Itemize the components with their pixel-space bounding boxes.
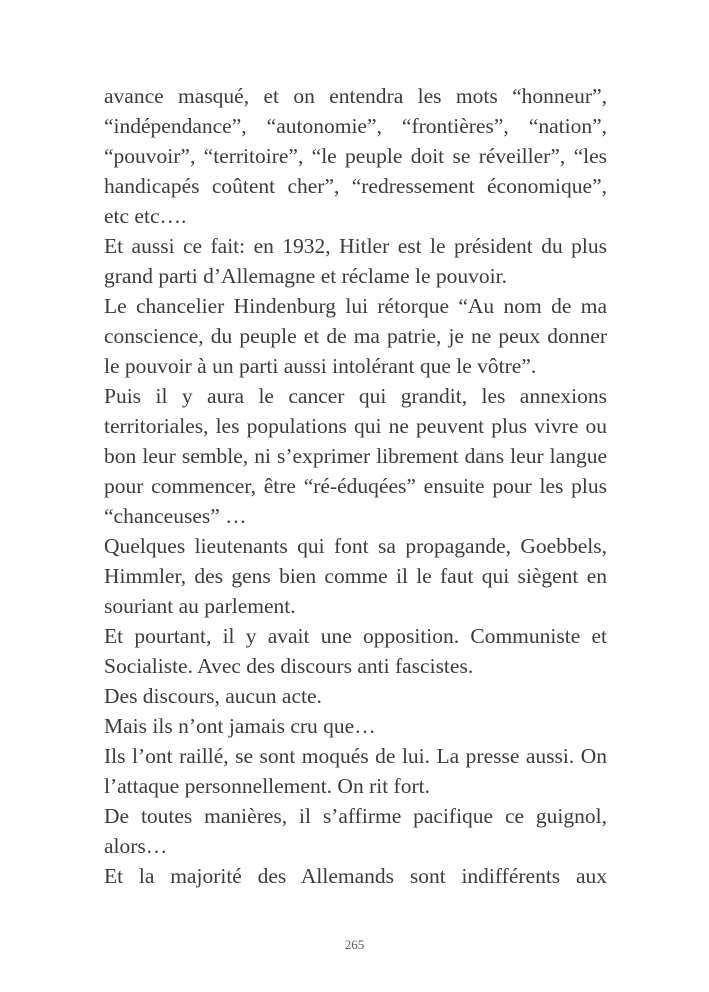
- paragraph: Et aussi ce fait: en 1932, Hitler est le président du plus grand parti d’Allemagne et réclame le pouvoir.: [104, 234, 607, 288]
- paragraph: De toutes manières, il s’affirme pacifique ce guignol, alors…: [104, 804, 607, 858]
- page-number: 265: [344, 937, 365, 952]
- paragraph-continues-next-page: Et la majorité des Allemands sont indifférents aux: [104, 864, 607, 888]
- paragraph: Quelques lieutenants qui font sa propagande, Goebbels, Himmler, des gens bien comme il le faut qui siègent en souriant au parlement.: [104, 534, 607, 618]
- paragraph: Mais ils n’ont jamais cru que…: [104, 714, 376, 738]
- paragraph: Ils l’ont raillé, se sont moqués de lui. La presse aussi. On l’attaque personnellement. On rit fort.: [104, 744, 607, 798]
- paragraph: Des discours, aucun acte.: [104, 684, 322, 708]
- paragraph: Le chancelier Hindenburg lui rétorque “Au nom de ma conscience, du peuple et de ma patrie, je ne peux donner le pouvoir à un parti aussi intolérant que le vôtre”.: [104, 294, 607, 378]
- paragraph: Et pourtant, il y avait une opposition. Communiste et Socialiste. Avec des discours anti fascistes.: [104, 624, 607, 678]
- page-text: [104, 81, 607, 891]
- paragraph: Puis il y aura le cancer qui grandit, les annexions territoriales, les populations qui ne peuvent plus vivre ou bon leur semble, ni s’exprimer librement dans leur langue pour commencer, être “ré-éduqées” ensuite pour les plus “chanceuses” …: [104, 384, 607, 528]
- paragraph: avance masqué, et on entendra les mots “honneur”, “indépendance”, “autonomie”, “frontières”, “nation”, “pouvoir”, “territoire”, “le peuple doit se réveiller”, “les handicapés coûtent cher”, “redressement économique”, etc etc….: [104, 84, 607, 228]
